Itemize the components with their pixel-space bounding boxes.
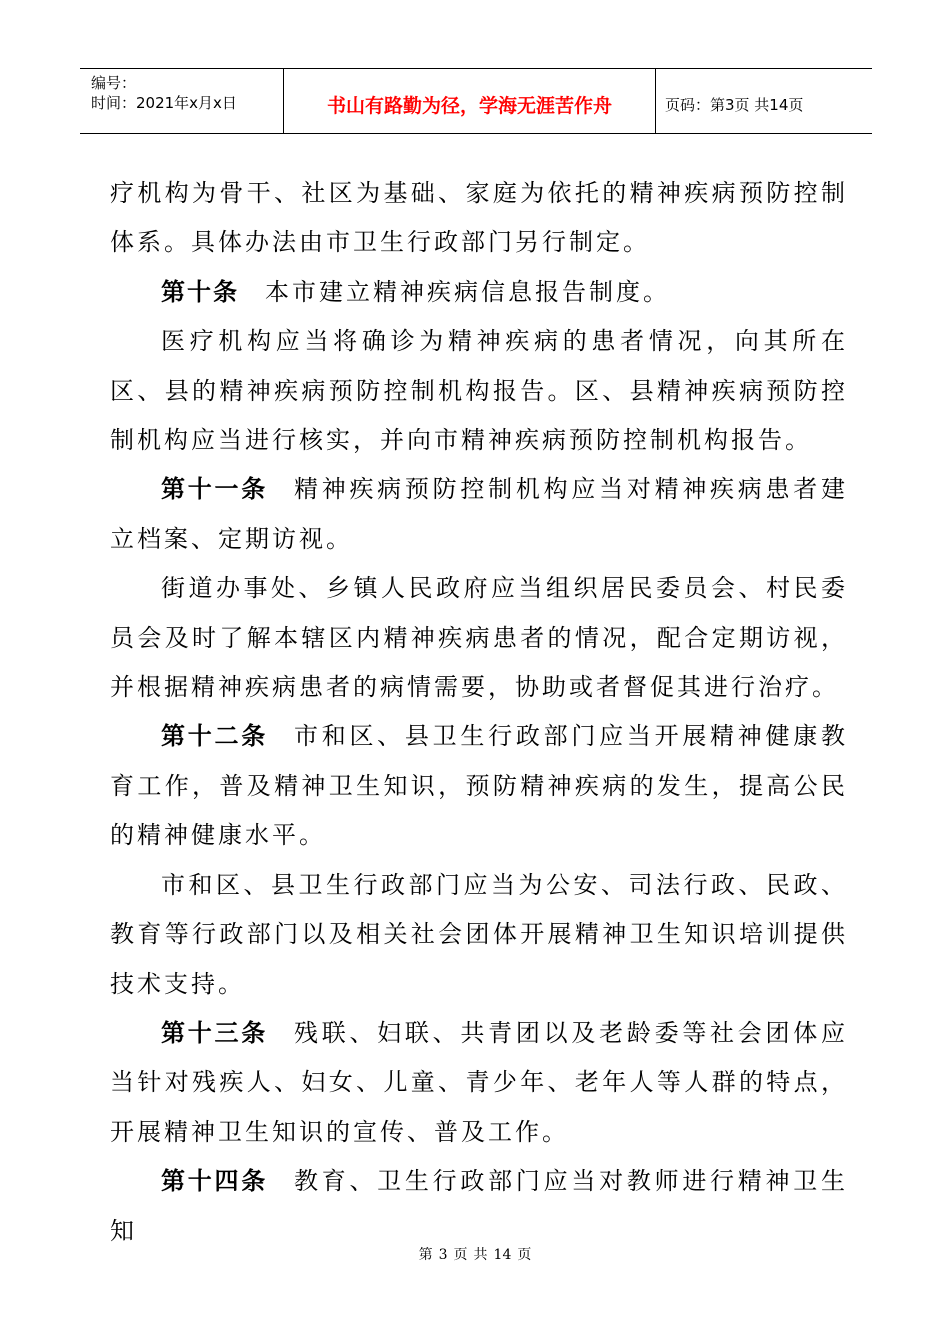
paragraph-text: 教育、卫生行政部门应当对教师进行精神卫生知 bbox=[110, 1167, 849, 1245]
article-heading: 第十一条 bbox=[161, 475, 268, 504]
footer-total-pages: 14 bbox=[493, 1247, 512, 1263]
header-motto: 书山有路勤为径，学海无涯苦作舟 bbox=[284, 69, 656, 133]
paragraph-text: 市和区、县卫生行政部门应当开展精神健康教育工作，普及精神卫生知识，预防精神疾病的发生，提高公民的精神健康水平。 bbox=[110, 722, 849, 850]
paragraph-continuation bbox=[110, 169, 848, 268]
paragraph-text: 疗机构为骨干、社区为基础、家庭为依托的精神疾病预防控制体系。具体办法由市卫生行政部门另行制定。 bbox=[110, 179, 848, 257]
article-10 bbox=[110, 268, 848, 317]
footer-total-word: 共 bbox=[473, 1247, 488, 1263]
paragraph-text: 医疗机构应当将确诊为精神疾病的患者情况，向其所在区、县的精神疾病预防控制机构报告。区、县精神疾病预防控制机构应当进行核实，并向市精神疾病预防控制机构报告。 bbox=[110, 327, 848, 455]
footer-page-word: 第 bbox=[418, 1247, 433, 1263]
document-time-label: 时间：2021年x月x日 bbox=[91, 94, 237, 112]
header-meta bbox=[80, 69, 284, 133]
article-heading: 第十二条 bbox=[161, 722, 268, 751]
paragraph bbox=[110, 317, 848, 465]
article-heading: 第十四条 bbox=[161, 1167, 268, 1196]
footer-page-unit: 页 bbox=[453, 1247, 468, 1263]
document-number-label: 编号： bbox=[91, 74, 137, 92]
page-footer bbox=[0, 1244, 950, 1264]
footer-current-page: 3 bbox=[438, 1247, 448, 1263]
document-body bbox=[110, 169, 848, 1256]
article-13 bbox=[110, 1009, 848, 1157]
article-11 bbox=[110, 465, 848, 564]
header-page-info: 页码：第3页 共14页 bbox=[665, 95, 804, 114]
paragraph-text: 本市建立精神疾病信息报告制度。 bbox=[265, 277, 670, 306]
paragraph bbox=[110, 861, 848, 1009]
page-header bbox=[80, 68, 872, 134]
footer-total-unit: 页 bbox=[517, 1247, 532, 1263]
article-heading: 第十条 bbox=[161, 277, 239, 306]
article-14 bbox=[110, 1157, 848, 1256]
paragraph-text: 精神疾病预防控制机构应当对精神疾病患者建立档案、定期访视。 bbox=[110, 475, 849, 553]
paragraph-text: 市和区、县卫生行政部门应当为公安、司法行政、民政、教育等行政部门以及相关社会团体开展精神卫生知识培训提供技术支持。 bbox=[110, 870, 848, 998]
paragraph-text: 残联、妇联、共青团以及老龄委等社会团体应当针对残疾人、妇女、儿童、青少年、老年人等人群的特点，开展精神卫生知识的宣传、普及工作。 bbox=[110, 1018, 849, 1146]
paragraph bbox=[110, 564, 848, 712]
article-heading: 第十三条 bbox=[161, 1018, 268, 1047]
paragraph-text: 街道办事处、乡镇人民政府应当组织居民委员会、村民委员会及时了解本辖区内精神疾病患者的情况，配合定期访视，并根据精神疾病患者的病情需要，协助或者督促其进行治疗。 bbox=[110, 574, 848, 702]
article-12 bbox=[110, 712, 848, 860]
